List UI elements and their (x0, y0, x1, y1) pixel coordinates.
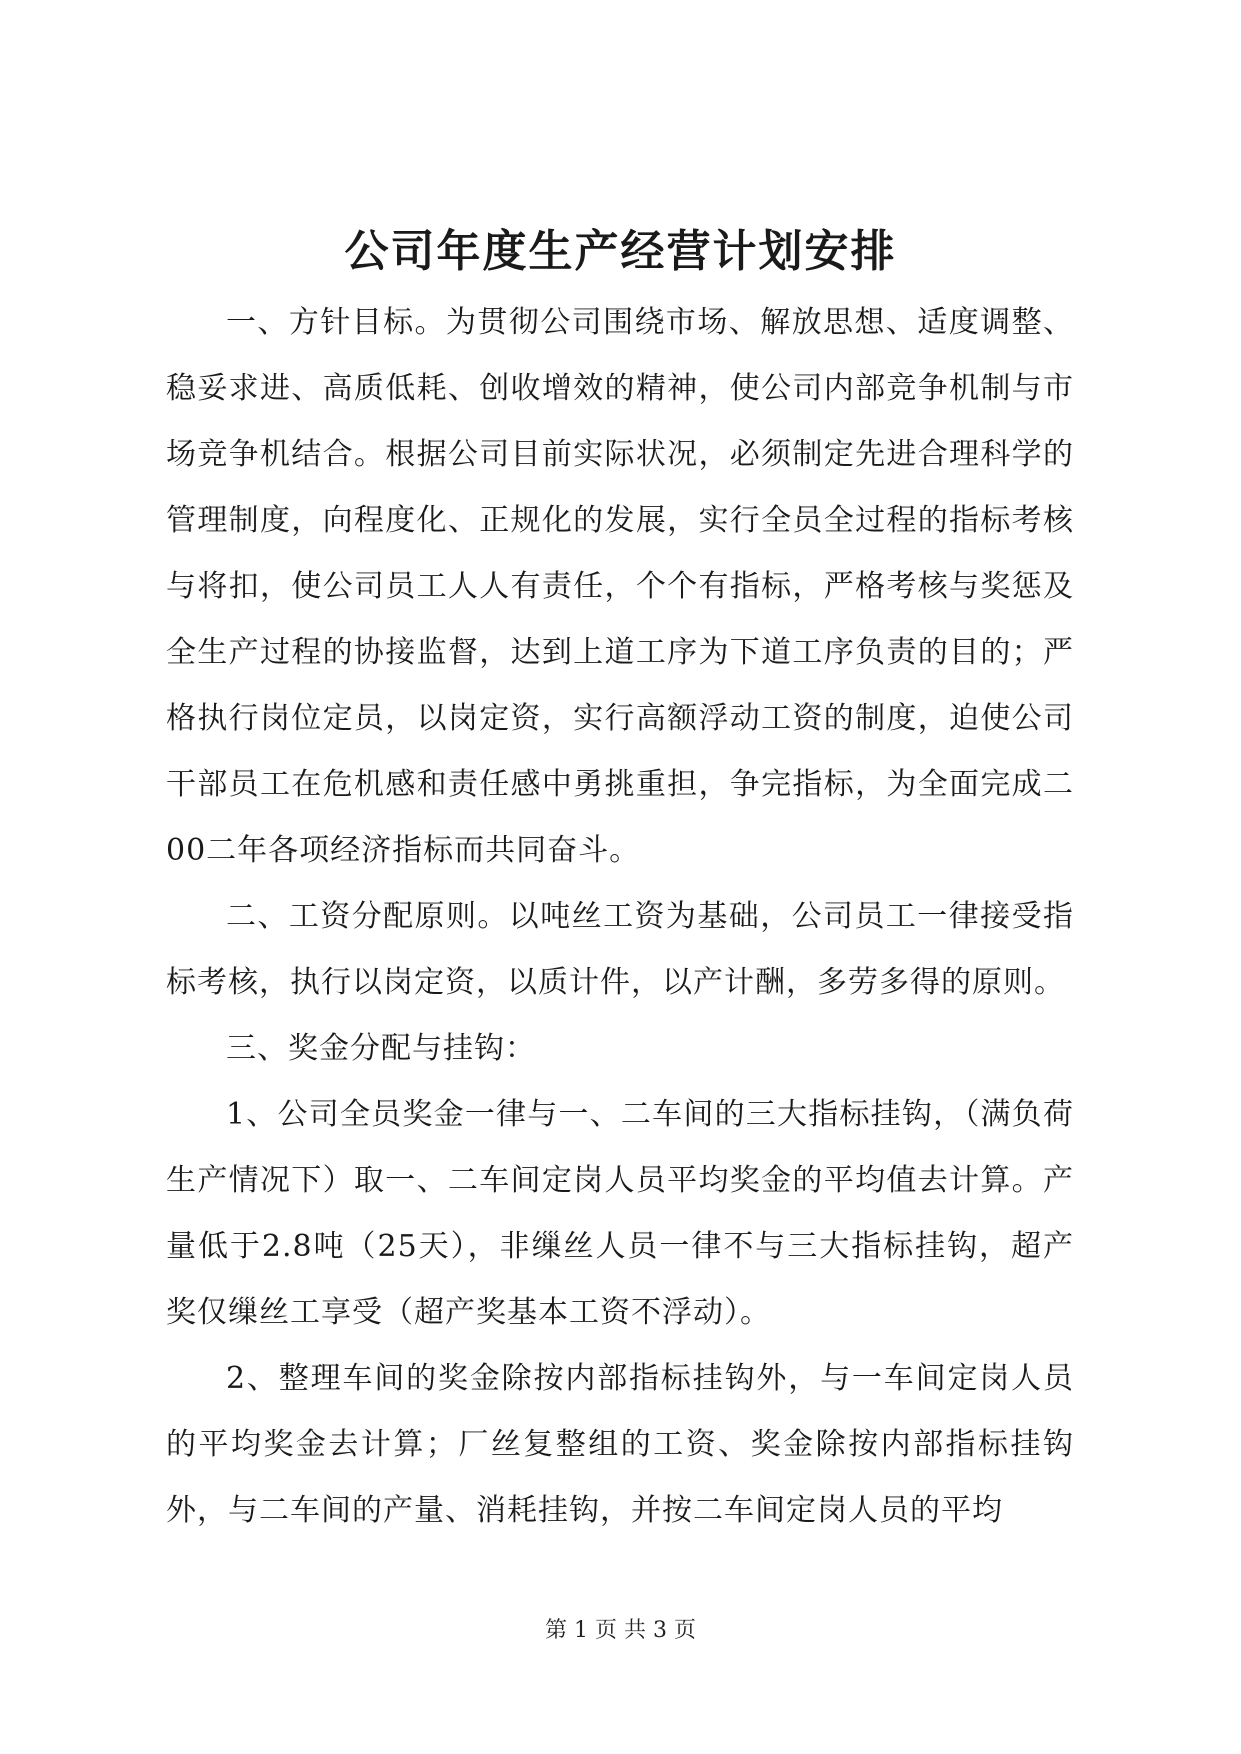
document-body (166, 290, 1074, 1544)
paragraph-bonus-item-2: 2、整理车间的奖金除按内部指标挂钩外，与一车间定岗人员的平均奖金去计算；厂丝复整组的工资、奖金除按内部指标挂钩外，与二车间的产量、消耗挂钩，并按二车间定岗人员的平均 (166, 1361, 1074, 1528)
document-title: 公司年度生产经营计划安排 (344, 226, 897, 277)
paragraph-bonus-heading: 三、奖金分配与挂钩： (226, 1031, 536, 1066)
paragraph-policy-goals: 一、方针目标。为贯彻公司围绕市场、解放思想、适度调整、稳妥求进、高质低耗、创收增效的精神，使公司内部竞争机制与市场竞争机结合。根据公司目前实际状况，必须制定先进合理科学的管理制度，向程度化、正规化的发展，实行全员全过程的指标考核与将扣，使公司员工人人有责任，个个有指标，严格考核与奖惩及全生产过程的协接监督，达到上道工序为下道工序负责的目的；严格执行岗位定员，以岗定资，实行高额浮动工资的制度，迫使公司干部员工在危机感和责任感中勇挑重担，争完指标，为全面完成二00二年各项经济指标而共同奋斗。 (166, 305, 1074, 868)
paragraph-wage-principle: 二、工资分配原则。以吨丝工资为基础，公司员工一律接受指标考核，执行以岗定资，以质计件，以产计酬，多劳多得的原则。 (166, 899, 1074, 1000)
page-number-footer: 第 1 页 共 3 页 (545, 1618, 696, 1643)
paragraph-bonus-item-1: 1、公司全员奖金一律与一、二车间的三大指标挂钩，（满负荷生产情况下）取一、二车间定岗人员平均奖金的平均值去计算。产量低于2.8吨（25天），非缫丝人员一律不与三大指标挂钩，超产奖仅缫丝工享受（超产奖基本工资不浮动）。 (166, 1097, 1074, 1330)
